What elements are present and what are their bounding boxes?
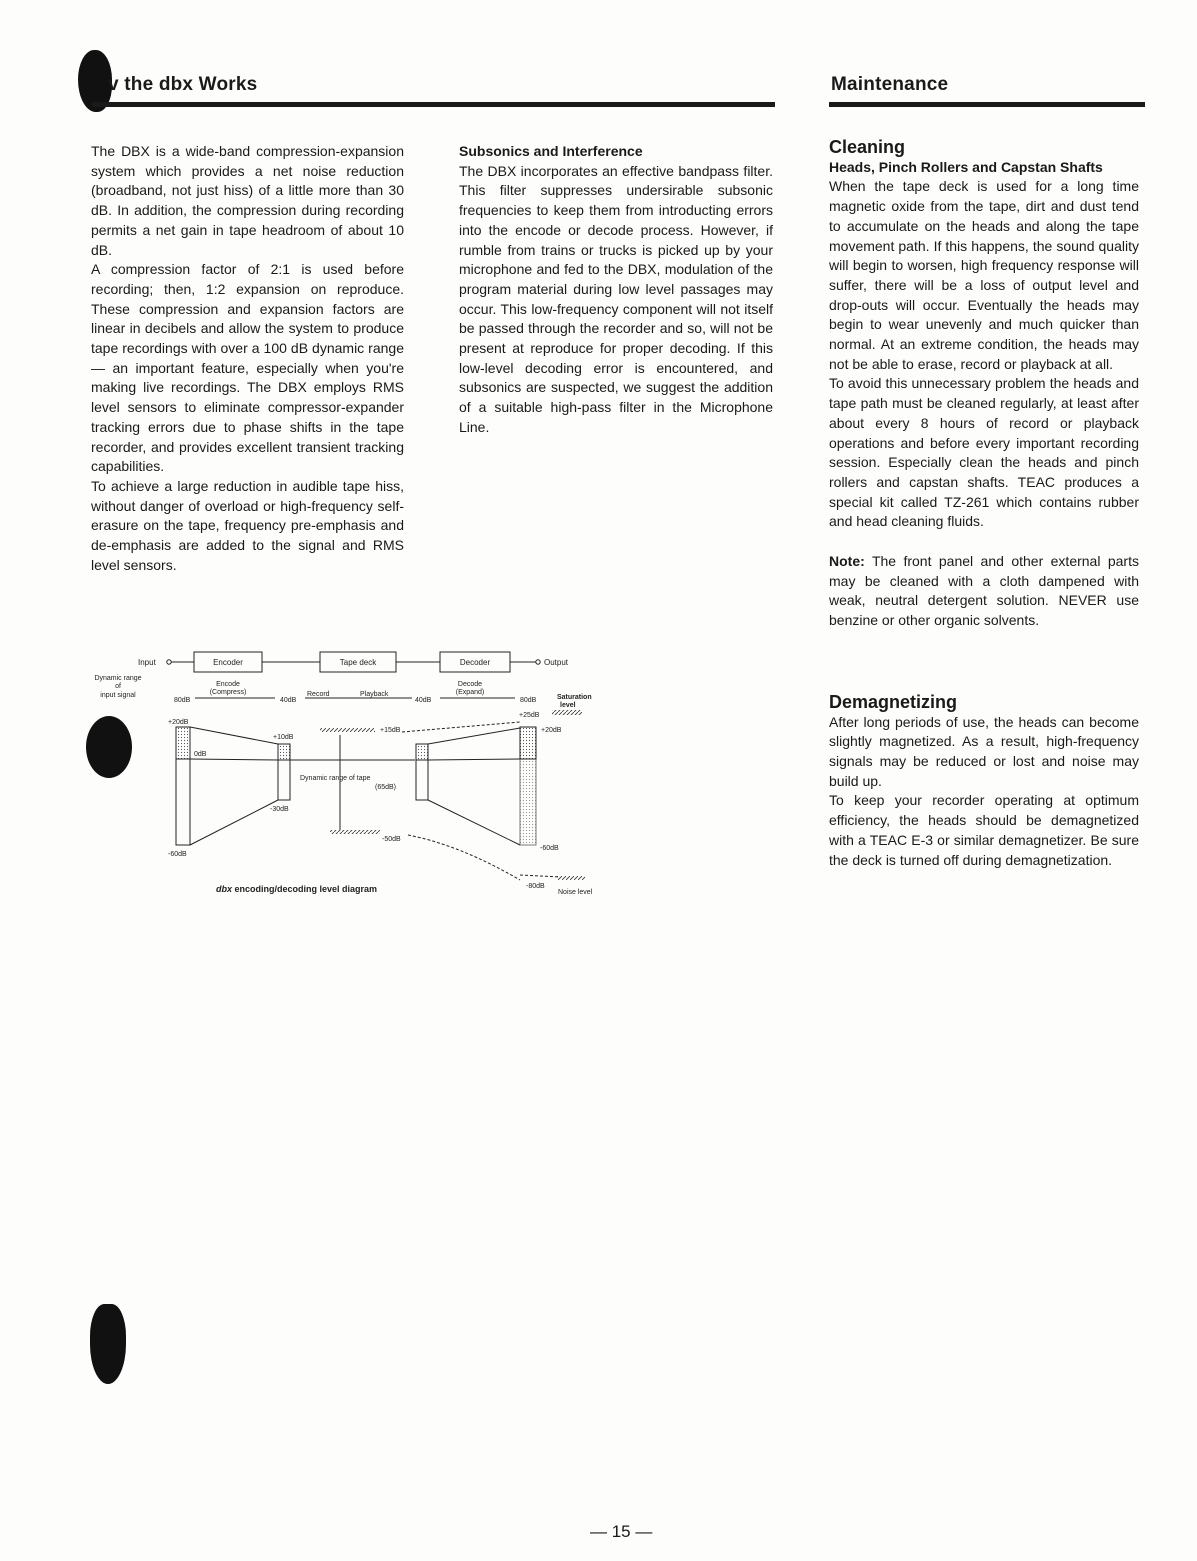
dashed-level-line bbox=[402, 722, 520, 732]
decoder-input-bar bbox=[416, 760, 428, 800]
output-range-bar bbox=[520, 727, 536, 759]
level-line bbox=[428, 759, 520, 760]
caption-text: encoding/decoding level diagram bbox=[232, 884, 378, 894]
tape-range-label: (65dB) bbox=[375, 784, 397, 791]
noise-level-label: Noise level bbox=[558, 889, 593, 896]
decode-label: Decode bbox=[457, 681, 483, 688]
right-header: Maintenance bbox=[831, 74, 949, 95]
input-terminal bbox=[167, 660, 171, 664]
db-label: -30dB bbox=[270, 806, 289, 813]
note-text: The front panel and other external parts may be cleaned with a cloth dampened with weak, neutral detergent solution. NEVER use benzine or other organic solvents. bbox=[829, 553, 1139, 629]
db-label: 80dB bbox=[520, 697, 537, 704]
tape-saturation-hatch bbox=[320, 728, 375, 732]
saturation-label: level bbox=[560, 702, 576, 709]
db-label: +15dB bbox=[380, 727, 401, 734]
tape-deck-label: Tape deck bbox=[339, 658, 377, 667]
record-label: Record bbox=[307, 691, 330, 698]
db-label: 80dB bbox=[174, 697, 191, 704]
dynamic-range-label: of bbox=[115, 683, 121, 690]
column-3 bbox=[829, 138, 1139, 870]
dashed-level-line bbox=[408, 835, 520, 880]
ink-blot bbox=[90, 1304, 126, 1384]
paragraph: To achieve a large reduction in audible tape hiss, without danger of overload or high-frequency self-erasure on the tape, frequency pre-emphasis and de-emphasis are added to the signal and RMS level sensors. bbox=[91, 477, 404, 573]
db-label: 40dB bbox=[415, 697, 432, 704]
tape-range-label: Dynamic range of tape bbox=[300, 775, 371, 782]
paragraph: When the tape deck is used for a long time magnetic oxide from the tape, dirt and dust tend to accumulate on the heads and along the tape movement path. If this happens, the sound quality will begin to worsen, high frequency response will suffer, there will be a loss of output level and drop-outs will occur. Eventually the heads may begin to wear unevenly and much quicker than normal. At an extreme condition, the heads may not be able to erase, record or playback at all. bbox=[829, 178, 1139, 372]
level-line bbox=[190, 727, 278, 744]
note-paragraph bbox=[829, 552, 1139, 631]
level-line bbox=[190, 759, 278, 760]
tape-noise-hatch bbox=[330, 830, 380, 834]
input-label: Input bbox=[138, 658, 156, 667]
column-2 bbox=[459, 142, 773, 438]
column-1 bbox=[91, 142, 404, 575]
decoder-label: Decoder bbox=[459, 658, 491, 667]
diagram-caption bbox=[216, 884, 377, 894]
level-diagram bbox=[90, 640, 630, 905]
output-range-bar bbox=[520, 759, 536, 845]
playback-label: Playback bbox=[360, 691, 389, 698]
dynamic-range-label: input signal bbox=[100, 692, 136, 699]
db-label: +25dB bbox=[519, 712, 540, 719]
encoded-range-bar bbox=[278, 744, 290, 760]
subsonics-heading: Subsonics and Interference bbox=[459, 143, 643, 159]
saturation-hatch bbox=[552, 710, 582, 715]
right-header-rule bbox=[829, 102, 1145, 107]
db-label: -60dB bbox=[168, 851, 187, 858]
encode-label: (Compress) bbox=[209, 689, 247, 696]
level-line bbox=[190, 800, 278, 845]
note-label: Note: bbox=[829, 553, 865, 570]
input-range-bar bbox=[176, 727, 190, 759]
noise-hatch bbox=[557, 876, 585, 880]
decoder-input-bar bbox=[416, 744, 428, 760]
db-label: +20dB bbox=[541, 727, 562, 734]
encoder-label: Encoder bbox=[213, 658, 243, 667]
page-number: — 15 — bbox=[590, 1522, 653, 1541]
dbx-logo: dbx bbox=[216, 884, 233, 894]
db-label: +10dB bbox=[273, 734, 294, 741]
paragraph: The DBX incorporates an effective bandpass filter. This filter suppresses undersirable subsonic frequencies to keep them from introducting errors into the encode or decode process. However, if rumble from trains or trucks is picked up by your microphone and fed to the DBX, modulation of the program material during low level passages may occur. This low-frequency component will not itself be passed through the recorder and so, will not be present at reproduce for proper decoding. If this low-level decoding error is encountered, and subsonics are suspected, we suggest the addition of a suitable high-pass filter in the Microphone Line. bbox=[459, 162, 773, 435]
level-line bbox=[428, 728, 520, 744]
paragraph: To keep your recorder operating at optimum efficiency, the heads should be demagnetized with a TEAC E-3 or similar demagnetizer. Be sure the deck is turned off during demagnetization. bbox=[829, 792, 1139, 868]
cleaning-subheading: Heads, Pinch Rollers and Capstan Shafts bbox=[829, 158, 1103, 175]
db-label: 40dB bbox=[280, 697, 297, 704]
decode-label: (Expand) bbox=[455, 689, 485, 696]
input-range-bar bbox=[176, 759, 190, 845]
cleaning-title: Cleaning bbox=[829, 137, 906, 157]
paragraph: After long periods of use, the heads can become slightly magnetized. As a result, high-frequency signals may be reduced or lost and noise may build up. bbox=[829, 713, 1139, 789]
output-label: Output bbox=[544, 658, 569, 667]
db-label: -50dB bbox=[382, 836, 401, 843]
dynamic-range-label: Dynamic range bbox=[94, 675, 142, 682]
paragraph: The DBX is a wide-band compression-expansion system which provides a net noise reduction (broadband, not just hiss) of a little more than 30 dB. In addition, the compression during recording permits a net gain in tape headroom of about 10 dB. bbox=[91, 143, 404, 258]
encode-label: Encode bbox=[216, 681, 240, 688]
paragraph: To avoid this unnecessary problem the heads and tape path must be cleaned regularly, at least after about every 8 hours of record or playback operations and before every important recording session. Especially clean the heads and pinch rollers and capstan shafts. TEAC produces a special kit called TZ-261 which contains rubber and head cleaning fluids. bbox=[829, 375, 1139, 530]
demagnetizing-title: Demagnetizing bbox=[829, 691, 958, 712]
encoded-range-bar bbox=[278, 760, 290, 800]
left-header-rule bbox=[92, 102, 775, 107]
db-label: -80dB bbox=[526, 883, 545, 890]
dashed-level-line bbox=[520, 875, 560, 877]
level-line bbox=[428, 800, 520, 845]
left-header: v the dbx Works bbox=[108, 74, 258, 95]
paragraph: A compression factor of 2:1 is used before recording; then, 1:2 expansion on reproduce. These compression and expansion factors are linear in decibels and allow the system to produce tape recordings with over a 100 dB dynamic range — an important feature, especially when you're making live recordings. The DBX employs RMS level sensors to eliminate compressor-expander tracking errors due to phase shifts in the tape recorder, and provides excellent transient tracking capabilities. bbox=[91, 261, 404, 475]
db-label: -60dB bbox=[540, 845, 559, 852]
db-label: 0dB bbox=[194, 751, 207, 758]
output-terminal bbox=[536, 660, 540, 664]
saturation-label: Saturation bbox=[557, 694, 592, 701]
db-label: +20dB bbox=[168, 719, 189, 726]
